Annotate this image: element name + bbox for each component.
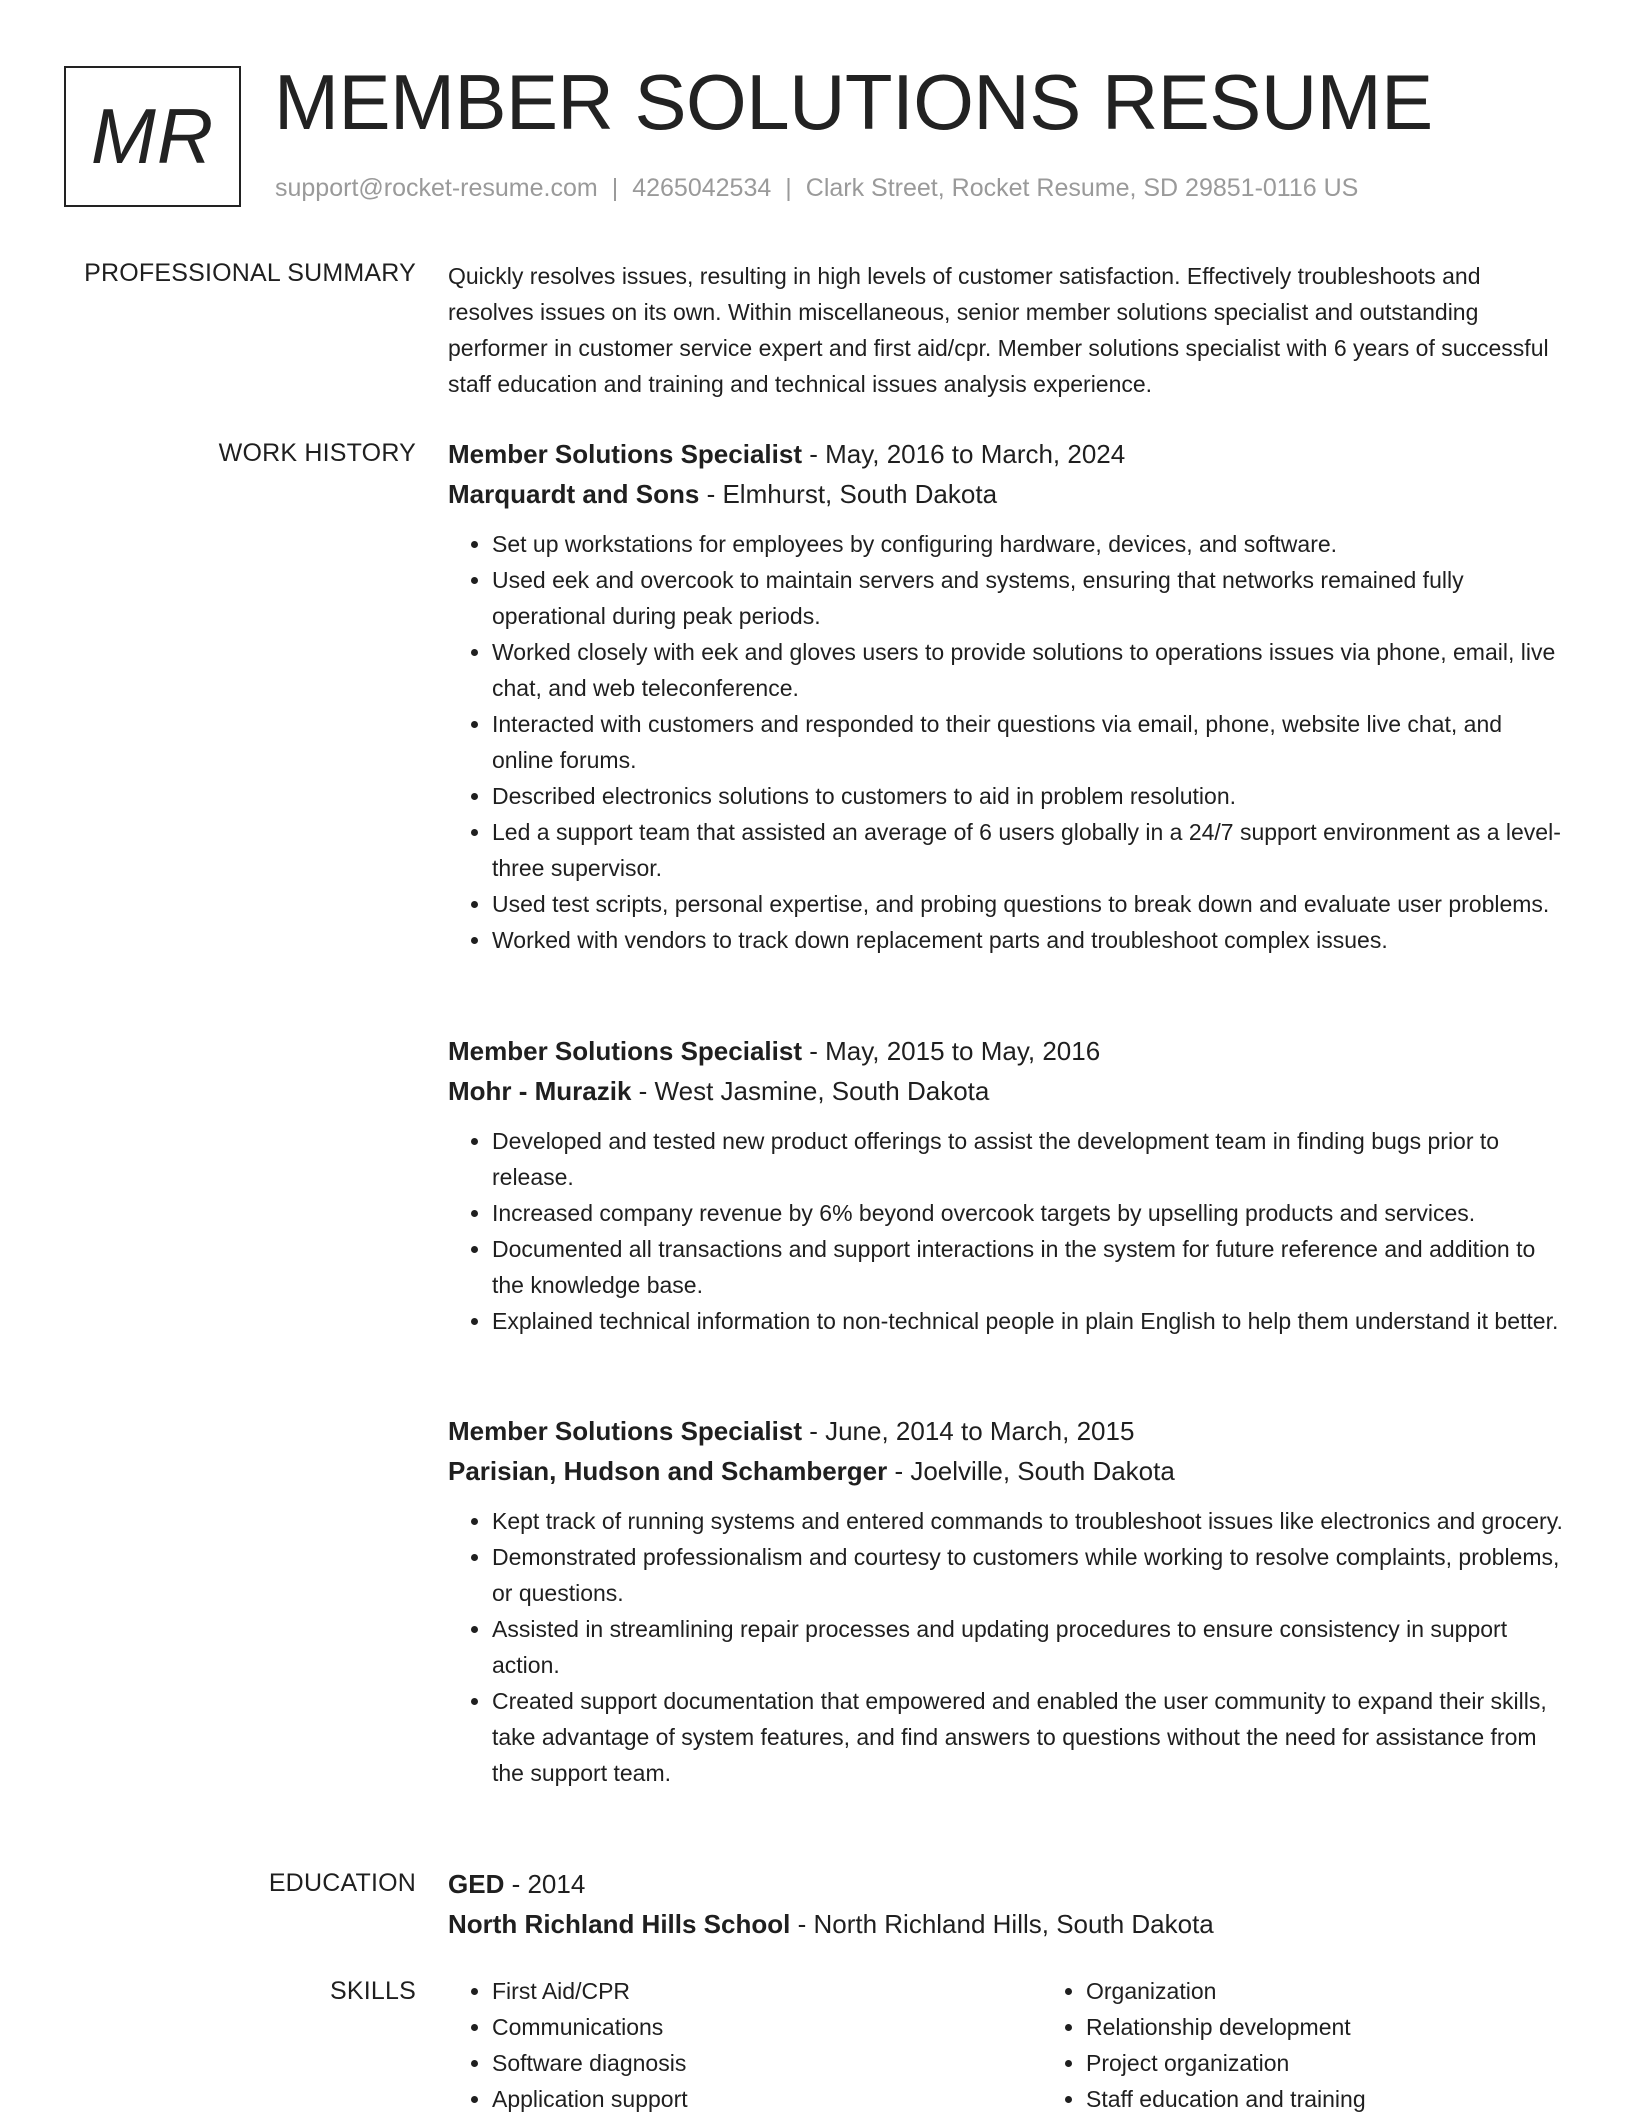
list-item: • Demonstrated professionalism and courtesy to customers while working to resolve complaints, problems, or questions. (492, 1539, 1568, 1611)
list-item: • Increased company revenue by 6% beyond overcook targets by upselling products and services. (492, 1195, 1568, 1231)
job-bullets (448, 1503, 1568, 1791)
contact-address: Clark Street, Rocket Resume, SD 29851-0116 US (805, 174, 1359, 202)
job-title: Member Solutions Specialist (448, 439, 802, 469)
job-title-line (448, 1411, 1568, 1451)
job-title: Member Solutions Specialist (448, 1036, 802, 1066)
contact-separator: | (611, 174, 619, 202)
section-label-summary: PROFESSIONAL SUMMARY (84, 259, 416, 287)
section-label-skills: SKILLS (330, 1977, 416, 2005)
skill-item: • First Aid/CPR (492, 1973, 1042, 2009)
job-company-line (448, 1451, 1568, 1491)
list-item: • Used test scripts, personal expertise, and probing questions to break down and evaluate user problems. (492, 886, 1568, 922)
job-location: - Elmhurst, South Dakota (699, 479, 998, 509)
section-label-education: EDUCATION (268, 1869, 416, 1897)
contact-phone: 4265042534 (632, 174, 772, 202)
job-dates: - June, 2014 to March, 2015 (801, 1416, 1135, 1446)
job-entry (448, 1031, 1568, 1339)
list-item: • Used eek and overcook to maintain servers and systems, ensuring that networks remained fully operational during peak periods. (492, 562, 1568, 634)
resume-title: MEMBER SOLUTIONS RESUME (274, 58, 1433, 146)
list-item: • Worked closely with eek and gloves users to provide solutions to operations issues via phone, email, live chat, and web teleconference. (492, 634, 1568, 706)
job-bullets (448, 526, 1568, 958)
job-entry (448, 434, 1568, 958)
job-dates: - May, 2016 to March, 2024 (801, 439, 1126, 469)
education-location: - North Richland Hills, South Dakota (790, 1909, 1214, 1939)
contact-email: support@rocket-resume.com (275, 174, 598, 202)
job-entry (448, 1411, 1568, 1791)
skill-item: • Relationship development (1086, 2009, 1632, 2045)
contact-separator: | (785, 174, 792, 202)
list-item: • Assisted in streamlining repair processes and updating procedures to ensure consistency in support action. (492, 1611, 1568, 1683)
education-year: - 2014 (504, 1869, 586, 1899)
list-item: • Created support documentation that empowered and enabled the user community to expand their skills, take advantage of system features, and find answers to questions without the need for assistance from the support team. (492, 1683, 1568, 1791)
job-dates: - May, 2015 to May, 2016 (801, 1036, 1101, 1066)
job-location: - West Jasmine, South Dakota (631, 1076, 990, 1106)
monogram-logo: MR (64, 66, 241, 207)
list-item: • Documented all transactions and support interactions in the system for future reference and addition to the knowledge base. (492, 1231, 1568, 1303)
skill-item: • Communications (492, 2009, 1042, 2045)
skill-item: • Project organization (1086, 2045, 1632, 2081)
job-company: Marquardt and Sons (448, 479, 700, 509)
skill-item: • Application support (492, 2081, 1042, 2117)
education-entry (448, 1864, 1568, 1944)
job-bullets (448, 1123, 1568, 1339)
job-title-line (448, 1031, 1568, 1071)
job-company-line (448, 1071, 1568, 1111)
skill-item: • Staff education and training (1086, 2081, 1632, 2117)
skills-column-right (1042, 1973, 1632, 2117)
list-item: • Explained technical information to non-technical people in plain English to help them understand it better. (492, 1303, 1568, 1339)
job-location: - Joelville, South Dakota (887, 1456, 1175, 1486)
job-company: Mohr - Murazik (448, 1076, 632, 1106)
list-item: • Led a support team that assisted an average of 6 users globally in a 24/7 support environment as a level-three supervisor. (492, 814, 1568, 886)
summary-text: Quickly resolves issues, resulting in high levels of customer satisfaction. Effectively troubleshoots and resolves issues on its own. Within miscellaneous, senior member solutions specialist and outstanding performer in customer service expert and first aid/cpr. Member solutions specialist with 6 years of successful staff education and training and technical issues analysis experience. (448, 263, 1549, 397)
skills-column-left (448, 1973, 1042, 2117)
education-degree: GED (448, 1869, 505, 1899)
list-item: • Interacted with customers and responded to their questions via email, phone, website live chat, and online forums. (492, 706, 1568, 778)
job-company-line (448, 474, 1568, 514)
education-degree-line (448, 1864, 1568, 1904)
contact-line (275, 174, 1358, 203)
job-company: Parisian, Hudson and Schamberger (448, 1456, 888, 1486)
education-school: North Richland Hills School (448, 1909, 791, 1939)
skill-item: • Organization (1086, 1973, 1632, 2009)
list-item: • Developed and tested new product offerings to assist the development team in finding bugs prior to release. (492, 1123, 1568, 1195)
list-item: • Worked with vendors to track down replacement parts and troubleshoot complex issues. (492, 922, 1568, 958)
list-item: • Described electronics solutions to customers to aid in problem resolution. (492, 778, 1568, 814)
summary-section (448, 258, 1568, 402)
job-title: Member Solutions Specialist (448, 1416, 802, 1446)
job-title-line (448, 434, 1568, 474)
skills-section (448, 1973, 1568, 2117)
skill-item: • Software diagnosis (492, 2045, 1042, 2081)
list-item: • Set up workstations for employees by configuring hardware, devices, and software. (492, 526, 1568, 562)
section-label-work: WORK HISTORY (218, 439, 416, 467)
education-school-line (448, 1904, 1568, 1944)
list-item: • Kept track of running systems and entered commands to troubleshoot issues like electronics and grocery. (492, 1503, 1568, 1539)
